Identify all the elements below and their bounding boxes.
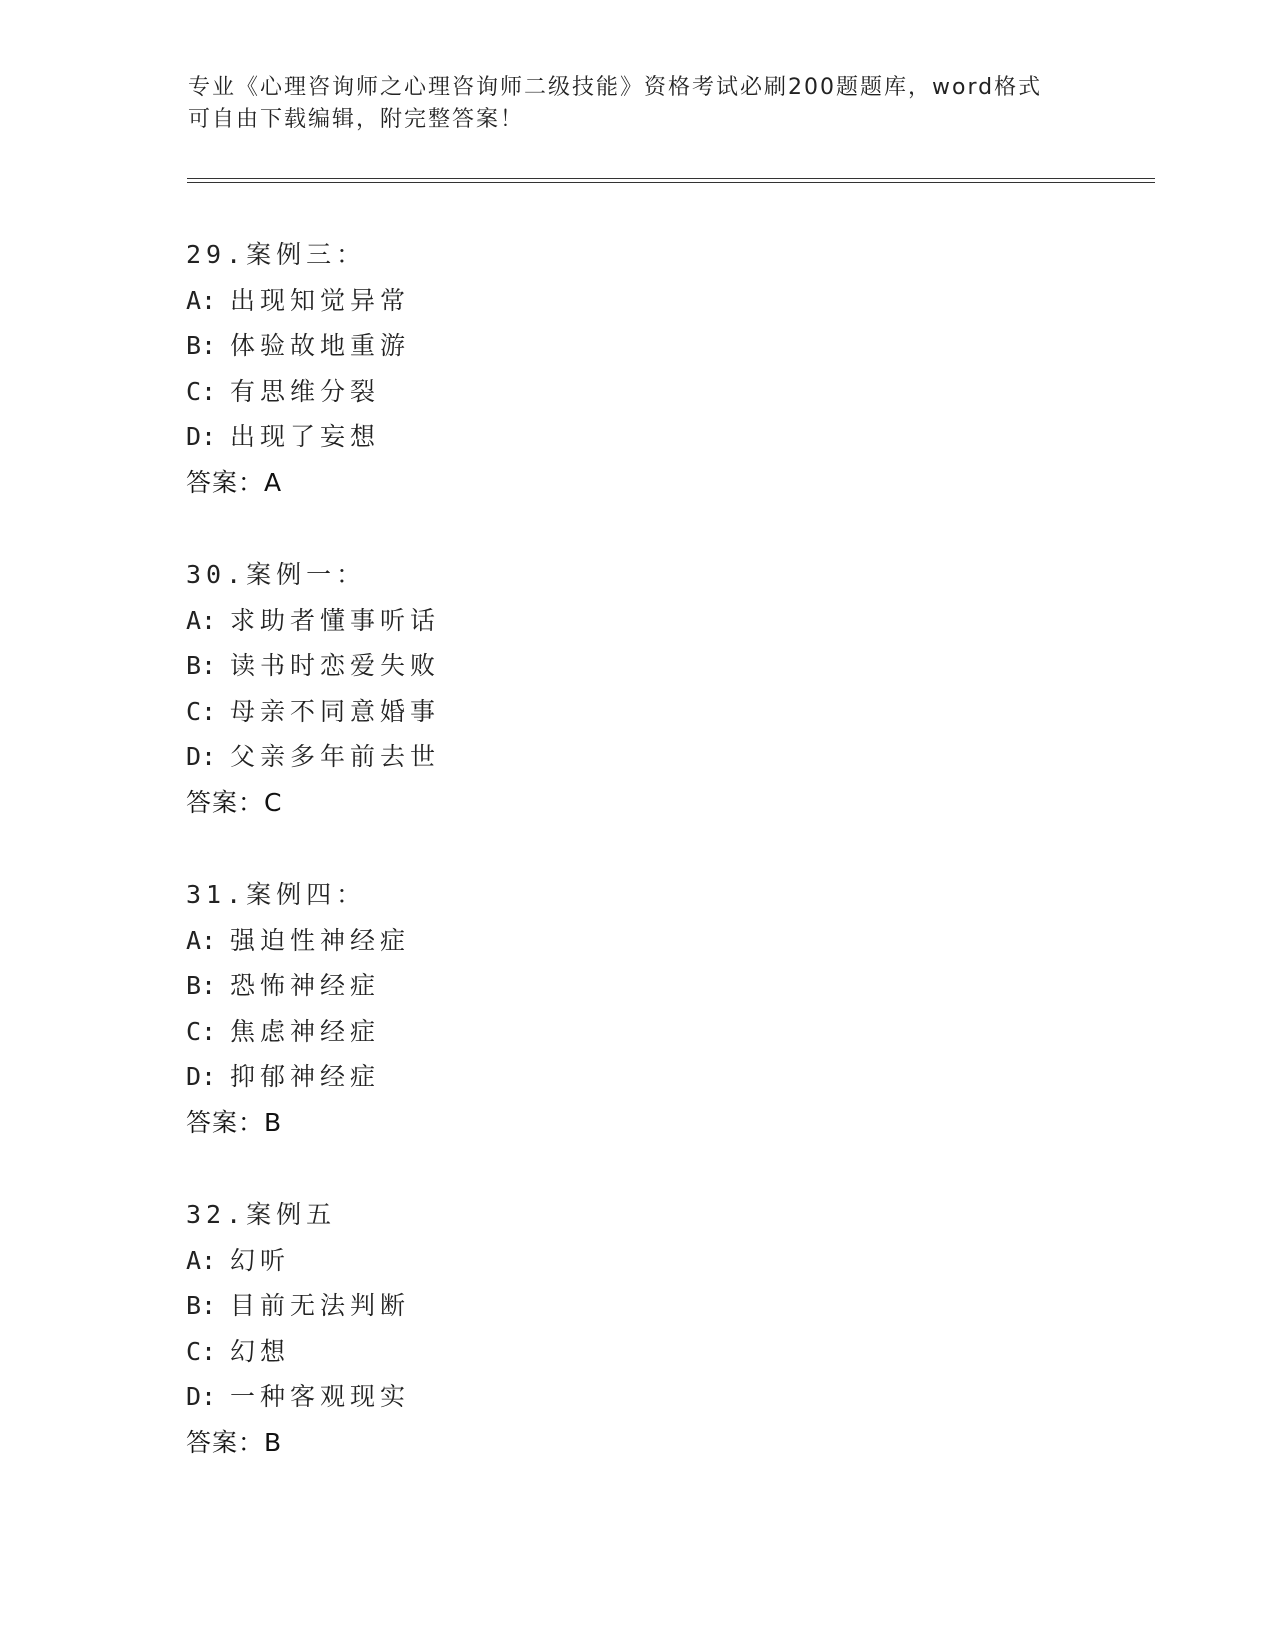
option-d xyxy=(186,414,1086,460)
option-a xyxy=(186,1238,1086,1284)
question-title: 32.案例五 xyxy=(186,1200,337,1229)
option-text: 焦虑神经症 xyxy=(230,1016,381,1046)
option-letter: A: xyxy=(186,925,217,955)
option-text: 幻想 xyxy=(230,1336,291,1366)
option-text: 抑郁神经症 xyxy=(230,1062,381,1091)
option-letter: C: xyxy=(186,1016,217,1046)
option-text: 强迫性神经症 xyxy=(230,925,411,955)
option-c xyxy=(186,369,1086,415)
answer-line: 答案：B xyxy=(186,1427,283,1457)
option-d xyxy=(186,1054,1086,1100)
option-d xyxy=(186,1374,1086,1420)
question-title: 29.案例三： xyxy=(186,240,367,269)
option-text: 幻听 xyxy=(230,1245,291,1275)
header-line-2: 可自由下载编辑，附完整答案！ xyxy=(188,107,525,132)
option-b xyxy=(186,1283,1086,1329)
option-text: 母亲不同意婚事 xyxy=(230,696,441,726)
option-letter: B: xyxy=(186,651,217,680)
question-31 xyxy=(186,872,1086,1192)
document-header xyxy=(188,72,1088,136)
option-letter: B: xyxy=(186,331,217,360)
option-text: 父亲多年前去世 xyxy=(230,742,441,771)
answer-line: 答案：C xyxy=(186,787,283,817)
option-letter: C: xyxy=(186,1336,217,1366)
option-letter: D: xyxy=(186,1382,217,1411)
question-29 xyxy=(186,232,1086,552)
answer-line: 答案：B xyxy=(186,1107,283,1137)
option-a xyxy=(186,598,1086,644)
option-text: 体验故地重游 xyxy=(230,331,411,360)
option-letter: D: xyxy=(186,742,217,771)
option-text: 读书时恋爱失败 xyxy=(230,651,441,680)
question-list xyxy=(186,232,1086,1512)
answer-line: 答案：A xyxy=(186,467,283,497)
option-letter: D: xyxy=(186,1062,217,1091)
question-title: 31.案例四： xyxy=(186,880,367,909)
option-letter: B: xyxy=(186,1291,217,1320)
option-letter: B: xyxy=(186,971,217,1000)
option-letter: C: xyxy=(186,376,217,406)
option-b xyxy=(186,963,1086,1009)
header-line-1: 专业《心理咨询师之心理咨询师二级技能》资格考试必刷200题题库，word格式 xyxy=(188,75,1043,100)
option-a xyxy=(186,278,1086,324)
option-letter: A: xyxy=(186,285,217,315)
option-text: 目前无法判断 xyxy=(230,1291,411,1320)
option-a xyxy=(186,918,1086,964)
option-c xyxy=(186,1009,1086,1055)
option-d xyxy=(186,734,1086,780)
option-text: 恐怖神经症 xyxy=(230,971,381,1000)
option-text: 求助者懂事听话 xyxy=(230,605,441,635)
question-title: 30.案例一： xyxy=(186,560,367,589)
option-b xyxy=(186,643,1086,689)
question-30 xyxy=(186,552,1086,872)
option-letter: D: xyxy=(186,422,217,451)
option-letter: A: xyxy=(186,1245,217,1275)
option-text: 有思维分裂 xyxy=(230,376,381,406)
header-divider xyxy=(187,178,1155,183)
option-text: 出现了妄想 xyxy=(230,422,381,451)
option-c xyxy=(186,1329,1086,1375)
option-letter: C: xyxy=(186,696,217,726)
option-text: 一种客观现实 xyxy=(230,1382,411,1411)
option-c xyxy=(186,689,1086,735)
option-text: 出现知觉异常 xyxy=(230,285,411,315)
question-32 xyxy=(186,1192,1086,1512)
option-b xyxy=(186,323,1086,369)
option-letter: A: xyxy=(186,605,217,635)
